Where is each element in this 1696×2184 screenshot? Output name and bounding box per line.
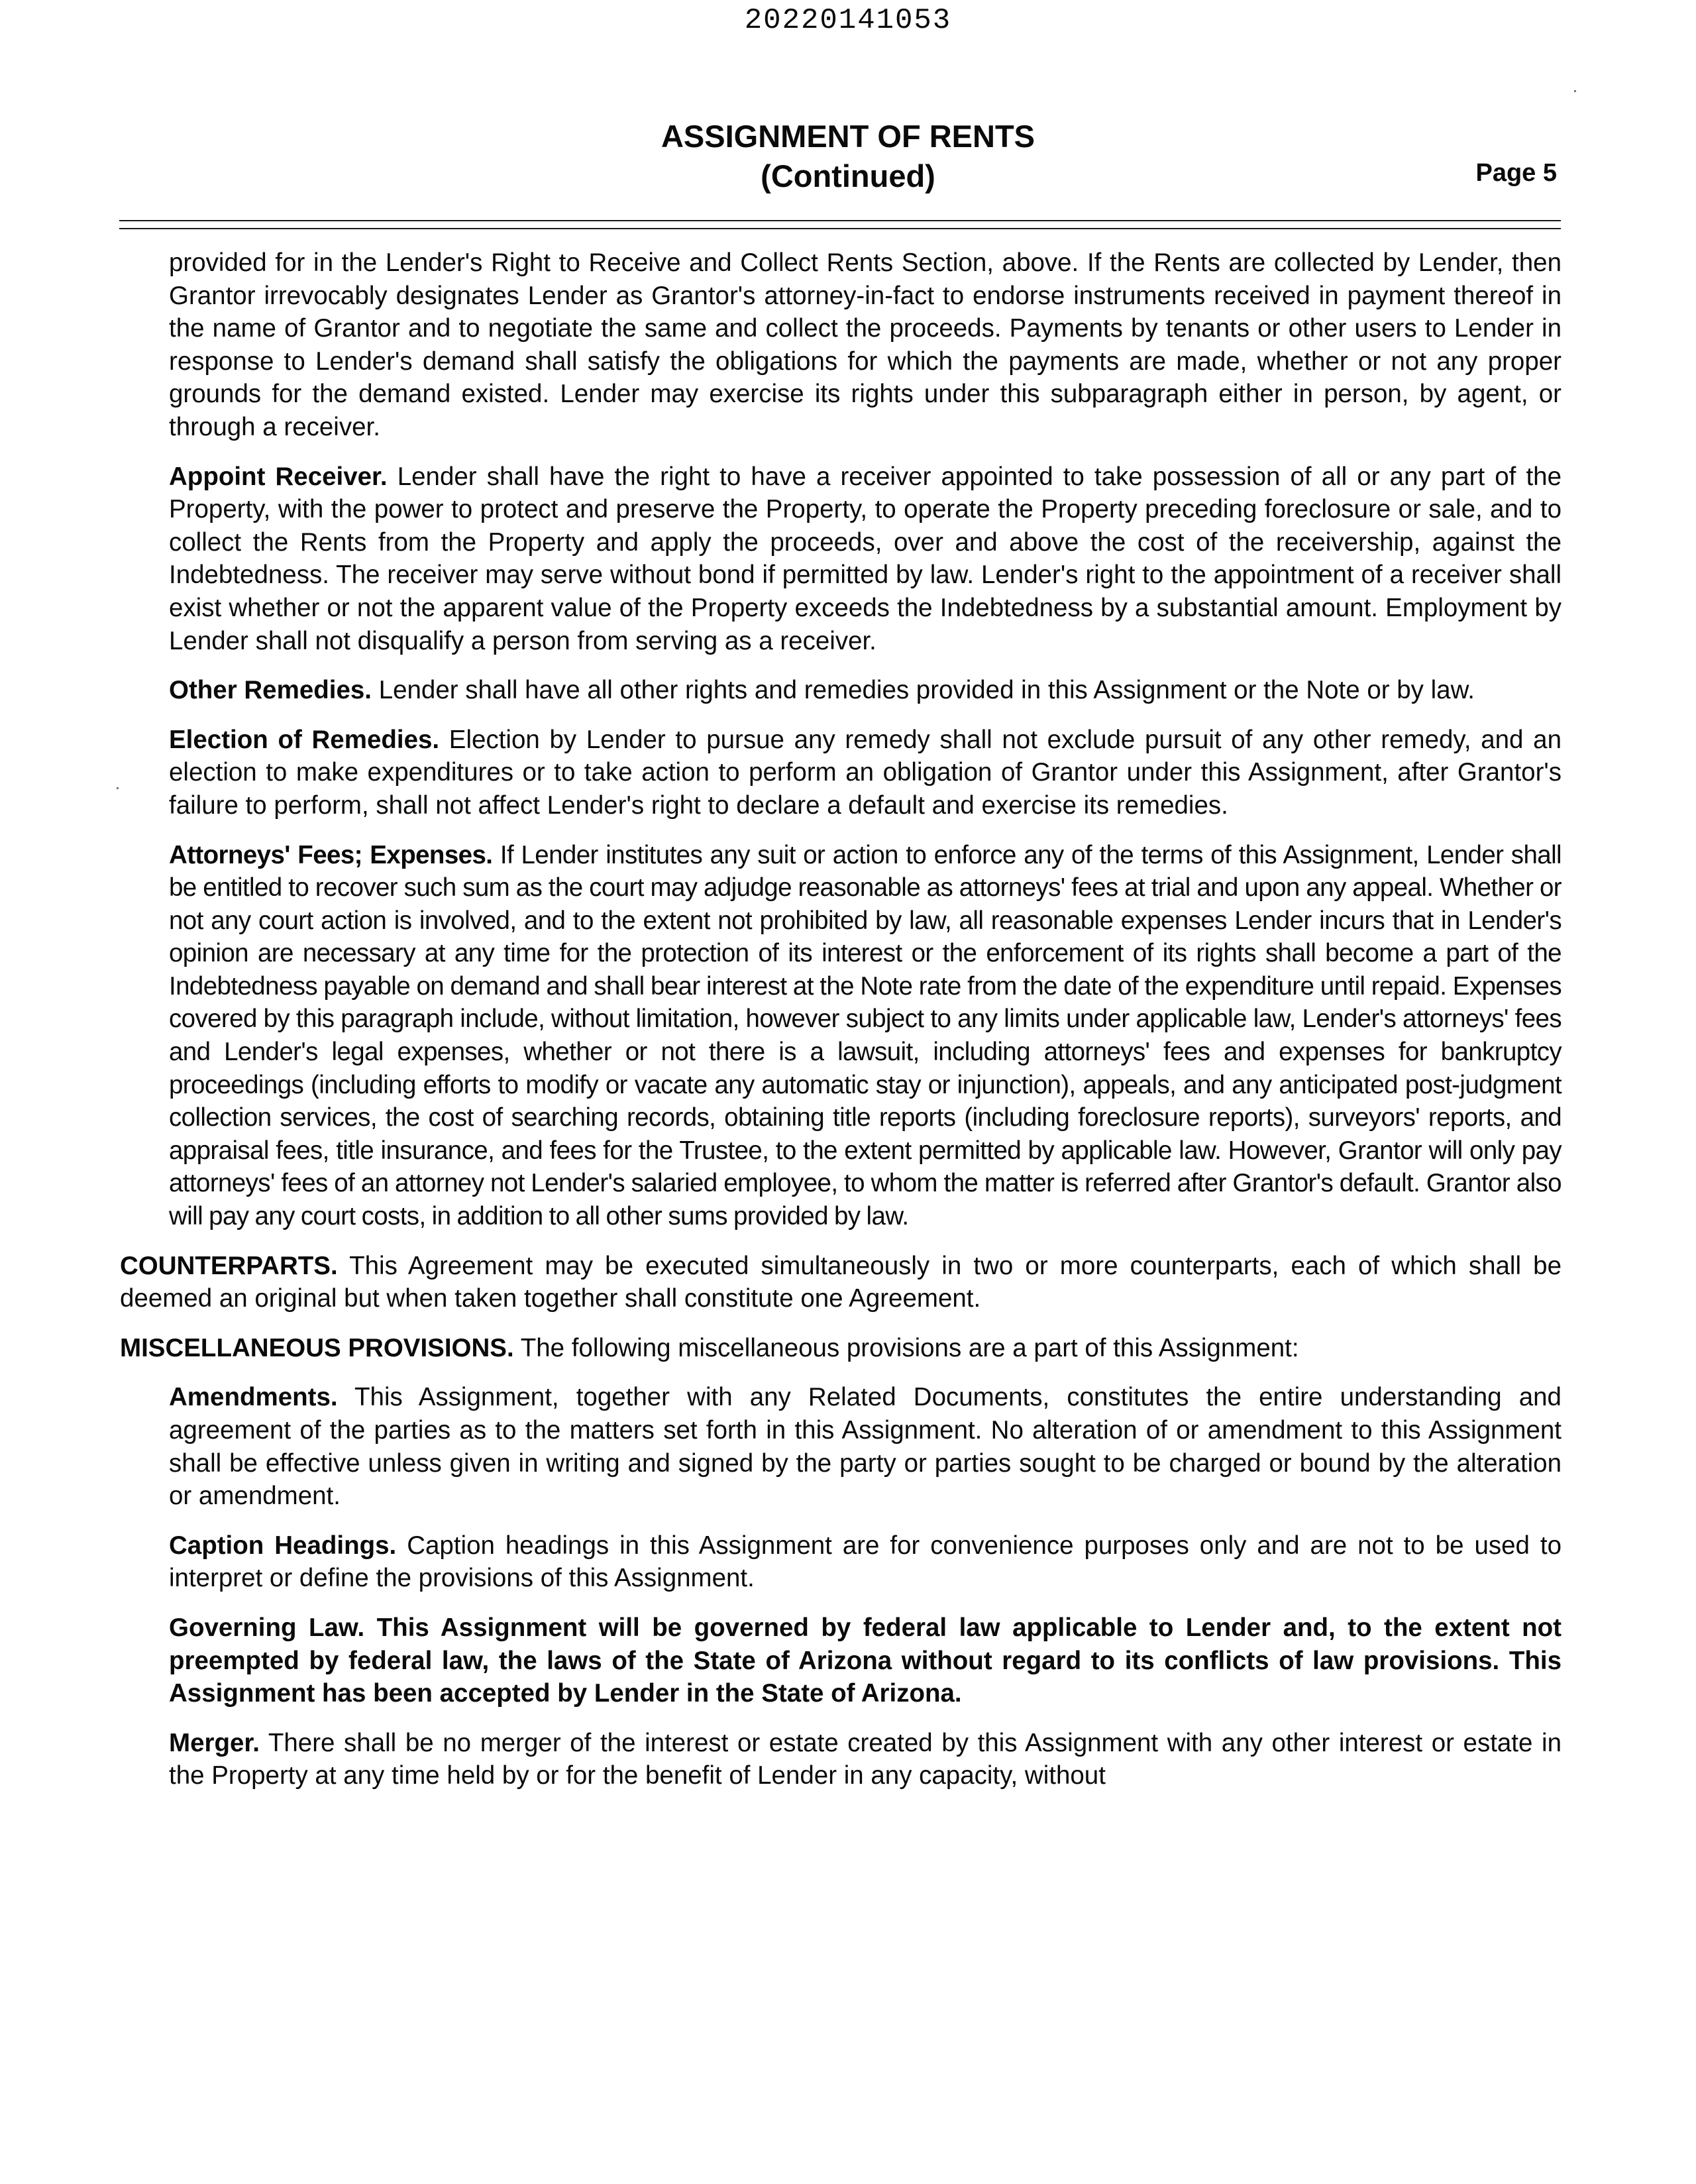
paragraph-attorneys-fees bbox=[169, 839, 1562, 1233]
header-divider bbox=[119, 228, 1561, 229]
scan-speck bbox=[1574, 90, 1576, 92]
section-heading: Caption Headings. bbox=[169, 1531, 397, 1560]
section-heading: COUNTERPARTS. bbox=[120, 1251, 338, 1280]
paragraph-rents-collection bbox=[169, 246, 1562, 444]
paragraph-text: The following miscellaneous provisions are a part of this Assignment: bbox=[520, 1333, 1299, 1362]
section-heading: Merger. bbox=[169, 1728, 260, 1757]
paragraph-caption-headings bbox=[169, 1529, 1562, 1595]
paragraph-miscellaneous bbox=[120, 1332, 1562, 1365]
section-heading: Election of Remedies. bbox=[169, 725, 440, 754]
paragraph-text: This Agreement may be executed simultaneously in two or more counterparts, each of which shall be deemed an original but when taken together shall constitute one Agreement. bbox=[120, 1251, 1562, 1313]
section-heading: Governing Law. bbox=[169, 1613, 365, 1642]
document-body bbox=[120, 246, 1562, 1809]
section-heading: Attorneys' Fees; Expenses. bbox=[169, 840, 493, 869]
paragraph-text: There shall be no merger of the interest or estate created by this Assignment with any other interest or estate in the Property at any time held by or for the benefit of Lender in any capacity, without bbox=[169, 1728, 1562, 1790]
paragraph-text: This Assignment will be governed by federal law applicable to Lender and, to the extent not preempted by federal law, the laws of the State of Arizona without regard to its conflicts of law provisions. This Assignment has been accepted by Lender in the State of Arizona. bbox=[169, 1613, 1562, 1708]
paragraph-text: This Assignment, together with any Related Documents, constitutes the entire understanding and agreement of the parties as to the matters set forth in this Assignment. No alteration of or amendment to this Assignment shall be effective unless given in writing and signed by the party or parties sought to be charged or bound by the alteration or amendment. bbox=[169, 1383, 1562, 1511]
page-number: Page 5 bbox=[1475, 159, 1557, 187]
paragraph-text: provided for in the Lender's Right to Receive and Collect Rents Section, above. If the Rents are collected by Lender, then Grantor irrevocably designates Lender as Grantor's attorney-in-fact to endorse instruments received in payment thereof in the name of Grantor and to negotiate the same and collect the proceeds. Payments by tenants or other users to Lender in response to Lender's demand shall satisfy the obligations for which the payments are made, whether or not any proper grounds for the demand existed. Lender may exercise its rights under this subparagraph either in person, by agent, or through a receiver. bbox=[169, 248, 1562, 441]
header-divider bbox=[119, 220, 1561, 221]
paragraph-merger bbox=[169, 1727, 1562, 1792]
document-number: 20220141053 bbox=[744, 4, 952, 37]
paragraph-appoint-receiver bbox=[169, 461, 1562, 658]
section-heading: MISCELLANEOUS PROVISIONS. bbox=[120, 1333, 514, 1362]
paragraph-text: Lender shall have the right to have a receiver appointed to take possession of all or any part of the Property, with the power to protect and preserve the Property, to operate the Property preceding foreclosure or sale, and to collect the Rents from the Property and apply the proceeds, over and above the cost of the receivership, against the Indebtedness. The receiver may serve without bond if permitted by law. Lender's right to the appointment of a receiver shall exist whether or not the apparent value of the Property exceeds the Indebtedness by a substantial amount. Employment by Lender shall not disqualify a person from serving as a receiver. bbox=[169, 462, 1562, 655]
title-line-2: (Continued) bbox=[761, 158, 935, 193]
paragraph-text: Election by Lender to pursue any remedy shall not exclude pursuit of any other remedy, and an election to make expenditures or to take action to perform an obligation of Grantor under this Assignment, after Grantor's failure to perform, shall not affect Lender's right to declare a default and exercise its remedies. bbox=[169, 725, 1562, 820]
paragraph-counterparts bbox=[120, 1250, 1562, 1315]
section-heading: Amendments. bbox=[169, 1383, 338, 1412]
paragraph-text: Caption headings in this Assignment are for convenience purposes only and are not to be used to interpret or define the provisions of this Assignment. bbox=[169, 1531, 1562, 1593]
document-title bbox=[0, 117, 1696, 196]
scan-speck bbox=[117, 787, 119, 789]
paragraph-election-of-remedies bbox=[169, 724, 1562, 822]
section-heading: Appoint Receiver. bbox=[169, 462, 388, 491]
paragraph-amendments bbox=[169, 1381, 1562, 1512]
paragraph-text: Lender shall have all other rights and remedies provided in this Assignment or the Note or by law. bbox=[378, 676, 1475, 705]
title-line-1: ASSIGNMENT OF RENTS bbox=[661, 119, 1035, 154]
section-heading: Other Remedies. bbox=[169, 676, 372, 705]
paragraph-text: If Lender institutes any suit or action to enforce any of the terms of this Assignment, Lender shall be entitled to recover such sum as the court may adjudge reasonable as attorneys' fees at trial and upon any appeal. Whether or not any court action is involved, and to the extent not prohibited by law, all reasonable expenses Lender incurs that in Lender's opinion are necessary at any time for the protection of its interest or the enforcement of its rights shall become a part of the Indebtedness payable on demand and shall bear interest at the Note rate from the date of the expenditure until repaid. Expenses covered by this paragraph include, without limitation, however subject to any limits under applicable law, Lender's attorneys' fees and Lender's legal expenses, whether or not there is a lawsuit, including attorneys' fees and expenses for bankruptcy proceedings (including efforts to modify or vacate any automatic stay or injunction), appeals, and any anticipated post-judgment collection services, the cost of searching records, obtaining title reports (including foreclosure reports), surveyors' reports, and appraisal fees, title insurance, and fees for the Trustee, to the extent permitted by applicable law. However, Grantor will only pay attorneys' fees of an attorney not Lender's salaried employee, to whom the matter is referred after Grantor's default. Grantor also will pay any court costs, in addition to all other sums provided by law. bbox=[169, 840, 1562, 1231]
paragraph-governing-law bbox=[169, 1611, 1562, 1710]
paragraph-other-remedies bbox=[169, 674, 1562, 707]
